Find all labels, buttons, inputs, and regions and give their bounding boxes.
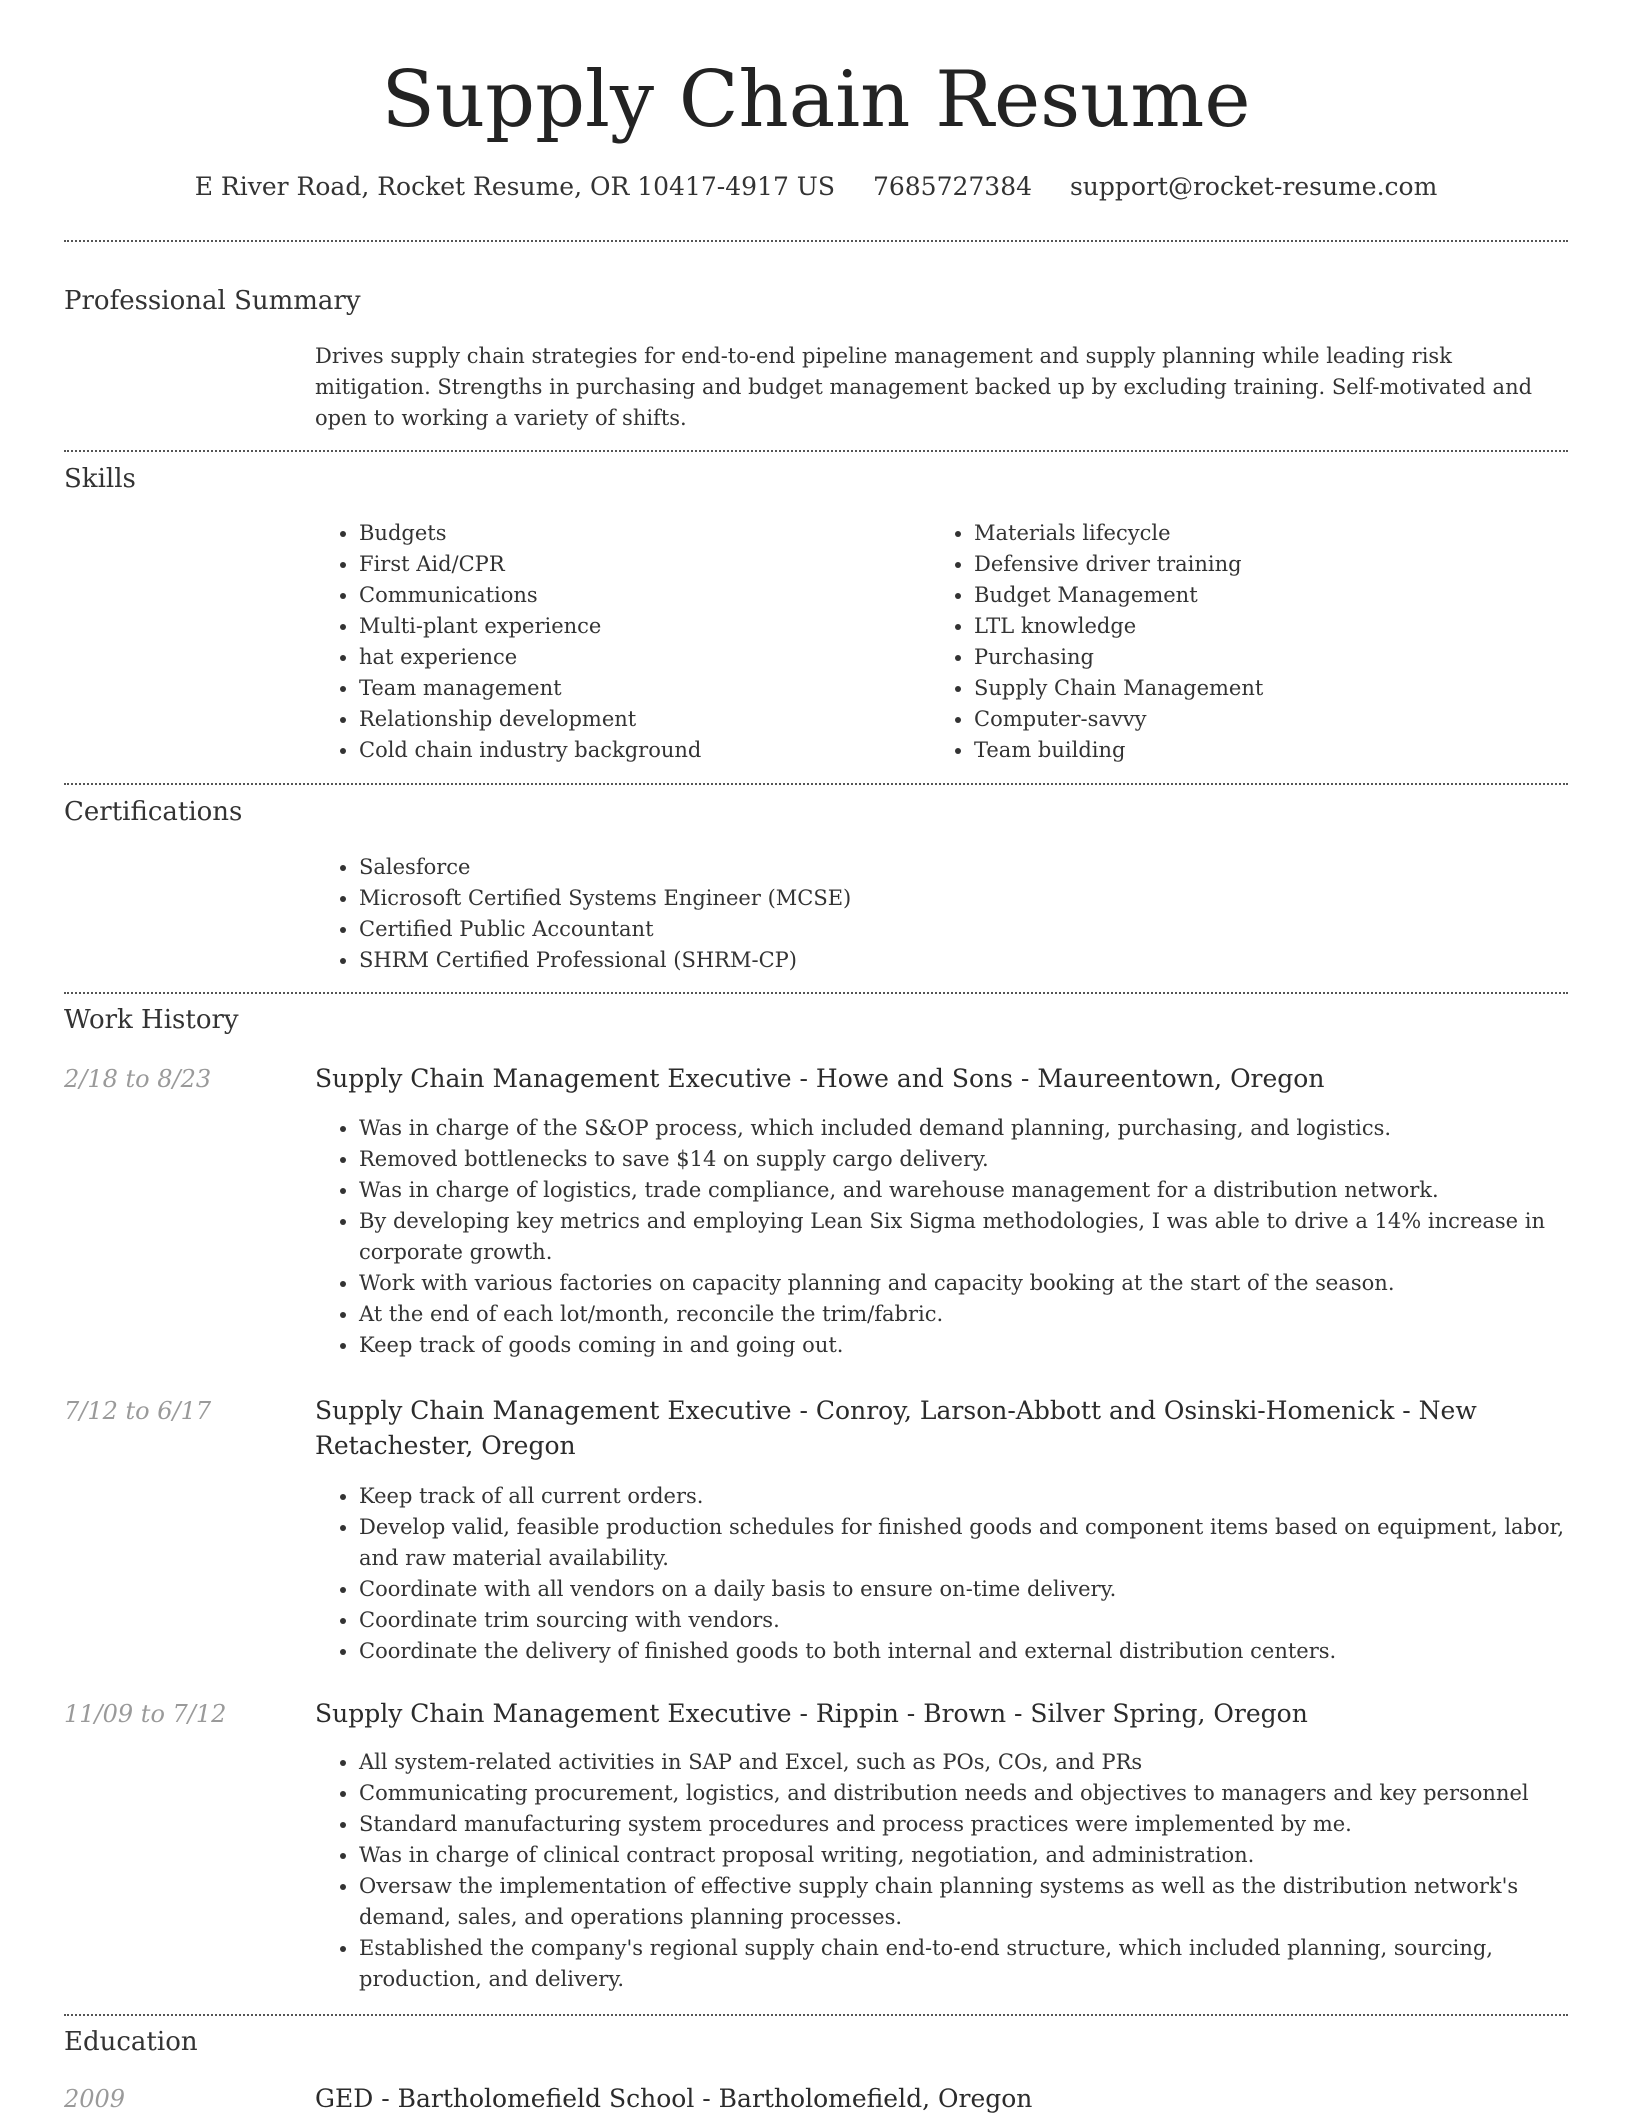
skills-column-left bbox=[315, 518, 915, 766]
skill-item: • Budgets bbox=[359, 518, 915, 549]
education-dates: 2009 bbox=[64, 2085, 126, 2113]
skill-item: • Supply Chain Management bbox=[974, 673, 1530, 704]
job-bullet: • All system-related activities in SAP and Excel, such as POs, COs, and PRs bbox=[359, 1747, 1575, 1778]
job-bullet: • Standard manufacturing system procedures and process practices were implemented by me. bbox=[359, 1809, 1575, 1840]
job-bullet: • Was in charge of the S&OP process, which included demand planning, purchasing, and logistics. bbox=[359, 1113, 1575, 1144]
job-bullets bbox=[315, 1481, 1575, 1667]
job-title: Supply Chain Management Executive - Rippin - Brown - Silver Spring, Oregon bbox=[315, 1699, 1308, 1728]
certification-item: • Microsoft Certified Systems Engineer (MCSE) bbox=[359, 883, 1565, 914]
job-bullet: • Keep track of goods coming in and going out. bbox=[359, 1330, 1575, 1361]
resume-title: Supply Chain Resume bbox=[381, 55, 1251, 145]
skill-item: • Defensive driver training bbox=[974, 549, 1530, 580]
skill-item: • First Aid/CPR bbox=[359, 549, 915, 580]
job-title: Supply Chain Management Executive - Howe and Sons - Maureentown, Oregon bbox=[315, 1064, 1325, 1093]
skill-item: • Cold chain industry background bbox=[359, 735, 915, 766]
job-bullet: • Removed bottlenecks to save $14 on supply cargo delivery. bbox=[359, 1144, 1575, 1175]
phone: 7685727384 bbox=[872, 172, 1033, 201]
certification-item: • Salesforce bbox=[359, 852, 1565, 883]
job-bullet: • Develop valid, feasible production schedules for finished goods and component items based on equipment, labor, and raw material availability. bbox=[359, 1512, 1575, 1574]
job-bullet: • Established the company's regional supply chain end-to-end structure, which included planning, sourcing, production, and delivery. bbox=[359, 1933, 1575, 1995]
email-link[interactable]: support@rocket-resume.com bbox=[1069, 172, 1438, 201]
job-bullet: • By developing key metrics and employing Lean Six Sigma methodologies, I was able to drive a 14% increase in corporate growth. bbox=[359, 1206, 1575, 1268]
job-dates: 7/12 to 6/17 bbox=[64, 1397, 212, 1425]
job-bullet: • Was in charge of logistics, trade compliance, and warehouse management for a distribution network. bbox=[359, 1175, 1575, 1206]
certifications-list bbox=[315, 852, 1565, 976]
section-heading-education: Education bbox=[64, 2027, 198, 2057]
section-heading-work-history: Work History bbox=[64, 1005, 239, 1035]
job-bullet: • Work with various factories on capacity planning and capacity booking at the start of the season. bbox=[359, 1268, 1575, 1299]
summary-text: Drives supply chain strategies for end-to-end pipeline management and supply planning while leading risk mitigation. Strengths in purchasing and budget management backed up by excluding training. Self-motivated and open to working a variety of shifts. bbox=[315, 344, 1533, 430]
skill-item: • Multi-plant experience bbox=[359, 611, 915, 642]
skills-column-right bbox=[930, 518, 1530, 766]
skill-item: • Budget Management bbox=[974, 580, 1530, 611]
job-bullet: • Coordinate trim sourcing with vendors. bbox=[359, 1605, 1575, 1636]
skill-item: • Purchasing bbox=[974, 642, 1530, 673]
divider bbox=[64, 450, 1568, 452]
job-bullets bbox=[315, 1747, 1575, 1995]
job-bullet: • Coordinate with all vendors on a daily basis to ensure on-time delivery. bbox=[359, 1574, 1575, 1605]
skill-item: • Materials lifecycle bbox=[974, 518, 1530, 549]
contact-line bbox=[0, 170, 1632, 204]
divider bbox=[64, 240, 1568, 242]
section-heading-summary: Professional Summary bbox=[64, 286, 361, 316]
job-bullet: • At the end of each lot/month, reconcile the trim/fabric. bbox=[359, 1299, 1575, 1330]
skill-item: • Communications bbox=[359, 580, 915, 611]
job-bullet: • Coordinate the delivery of finished goods to both internal and external distribution centers. bbox=[359, 1636, 1575, 1667]
job-bullet: • Keep track of all current orders. bbox=[359, 1481, 1575, 1512]
certification-item: • SHRM Certified Professional (SHRM-CP) bbox=[359, 945, 1565, 976]
education-title: GED - Bartholomefield School - Bartholomefield, Oregon bbox=[315, 2084, 1033, 2113]
skill-item: • LTL knowledge bbox=[974, 611, 1530, 642]
job-title: Supply Chain Management Executive - Conroy, Larson-Abbott and Osinski-Homenick - New Retachester, Oregon bbox=[315, 1396, 1477, 1460]
section-heading-certifications: Certifications bbox=[64, 797, 243, 827]
divider bbox=[64, 2014, 1568, 2016]
job-bullet: • Communicating procurement, logistics, and distribution needs and objectives to managers and key personnel bbox=[359, 1778, 1575, 1809]
skill-item: • Computer-savvy bbox=[974, 704, 1530, 735]
job-bullet: • Oversaw the implementation of effective supply chain planning systems as well as the distribution network's demand, sales, and operations planning processes. bbox=[359, 1871, 1575, 1933]
job-dates: 11/09 to 7/12 bbox=[64, 1700, 227, 1728]
skill-item: • Relationship development bbox=[359, 704, 915, 735]
address: E River Road, Rocket Resume, OR 10417-4917 US bbox=[194, 172, 835, 201]
divider bbox=[64, 783, 1568, 785]
certification-item: • Certified Public Accountant bbox=[359, 914, 1565, 945]
section-heading-skills: Skills bbox=[64, 464, 136, 494]
job-bullet: • Was in charge of clinical contract proposal writing, negotiation, and administration. bbox=[359, 1840, 1575, 1871]
skill-item: • Team building bbox=[974, 735, 1530, 766]
job-dates: 2/18 to 8/23 bbox=[64, 1065, 212, 1093]
job-bullets bbox=[315, 1113, 1575, 1361]
skill-item: • Team management bbox=[359, 673, 915, 704]
divider bbox=[64, 992, 1568, 994]
skill-item: • hat experience bbox=[359, 642, 915, 673]
